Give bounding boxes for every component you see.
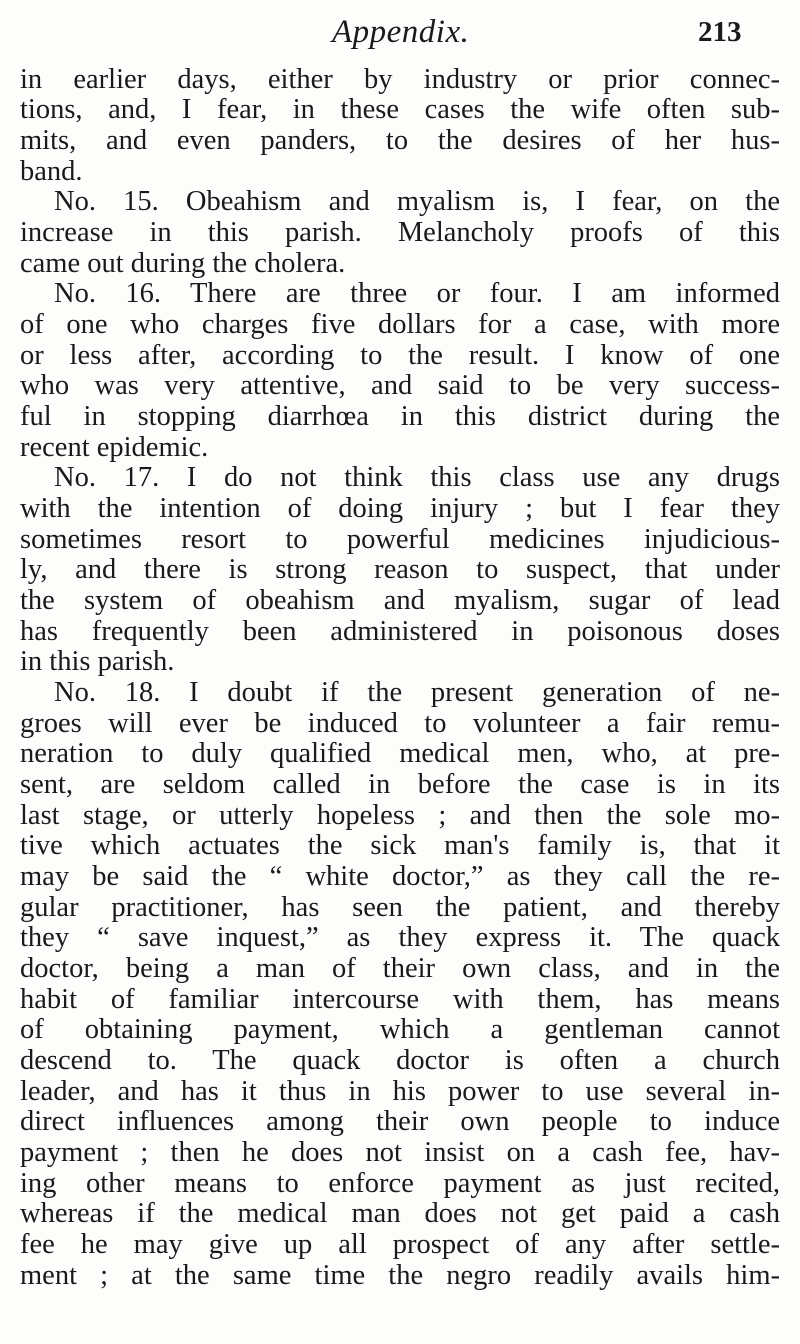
text-line: in this parish. [20,646,175,677]
text-line: tive which actuates the sick man's family is, that it [20,830,780,861]
page-number: 213 [698,16,742,48]
text-line: No. 17. I do not think this class use any drugs [54,462,780,493]
text-line: doctor, being a man of their own class, and in the [20,953,780,984]
text-line: descend to. The quack doctor is often a church [20,1045,780,1076]
text-line: leader, and has it thus in his power to use several in- [20,1076,780,1107]
text-line: increase in this parish. Melancholy proofs of this [20,217,780,248]
text-line: ly, and there is strong reason to suspect, that under [20,554,780,585]
text-line: mits, and even panders, to the desires of her hus- [20,125,780,156]
text-line: groes will ever be induced to volunteer a fair remu- [20,708,780,739]
text-line: No. 15. Obeahism and myalism is, I fear, on the [54,186,780,217]
text-line: came out during the cholera. [20,248,346,279]
text-line: of obtaining payment, which a gentleman cannot [20,1014,780,1045]
text-line: whereas if the medical man does not get paid a cash [20,1198,780,1229]
running-head-title: Appendix. [332,14,470,50]
text-line: in earlier days, either by industry or prior connec- [20,64,780,95]
text-line: they “ save inquest,” as they express it. The quack [20,922,780,953]
text-line: band. [20,156,83,187]
text-line: with the intention of doing injury ; but I fear they [20,493,780,524]
text-line: payment ; then he does not insist on a cash fee, hav- [20,1137,780,1168]
text-line: ful in stopping diarrhœa in this district during the [20,401,780,432]
text-line: direct influences among their own people to induce [20,1106,780,1137]
text-line: neration to duly qualified medical men, who, at pre- [20,738,780,769]
text-line: fee he may give up all prospect of any after settle- [20,1229,780,1260]
text-line: of one who charges five dollars for a case, with more [20,309,780,340]
text-line: No. 18. I doubt if the present generation of ne- [54,677,780,708]
text-line: has frequently been administered in poisonous doses [20,616,780,647]
text-line: last stage, or utterly hopeless ; and then the sole mo- [20,800,780,831]
text-line: sent, are seldom called in before the case is in its [20,769,780,800]
text-line: sometimes resort to powerful medicines injudicious- [20,524,780,555]
text-line: gular practitioner, has seen the patient, and thereby [20,892,780,923]
text-line: who was very attentive, and said to be very success- [20,370,780,401]
text-line: tions, and, I fear, in these cases the wife often sub- [20,94,780,125]
text-line: may be said the “ white doctor,” as they call the re- [20,861,780,892]
text-line: the system of obeahism and myalism, sugar of lead [20,585,780,616]
text-line: ing other means to enforce payment as just recited, [20,1168,780,1199]
text-line: or less after, according to the result. I know of one [20,340,780,371]
text-line: No. 16. There are three or four. I am informed [54,278,780,309]
running-head [0,14,800,54]
text-line: ment ; at the same time the negro readily avails him- [20,1260,780,1291]
text-line: habit of familiar intercourse with them, has means [20,984,780,1015]
text-line: recent epidemic. [20,432,209,463]
